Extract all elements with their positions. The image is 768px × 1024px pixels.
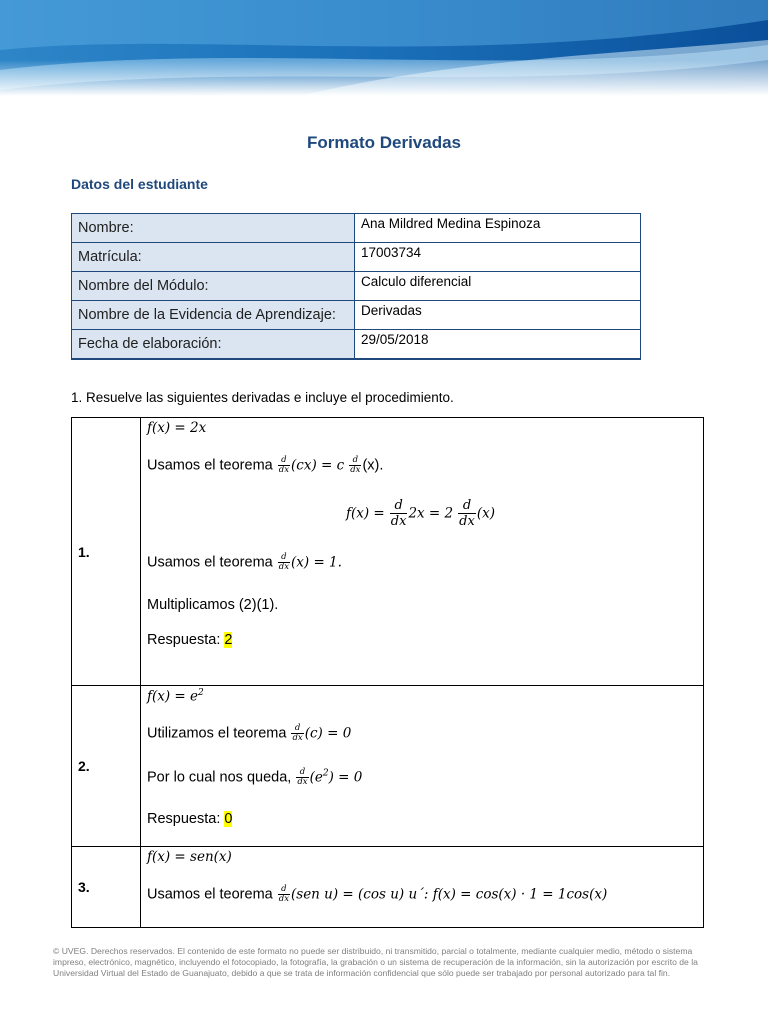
answer-label: Respuesta: (147, 632, 221, 648)
table-row (72, 330, 641, 359)
problem-function: f(x) = 2x (147, 420, 207, 436)
enrollment-label: Matrícula: (72, 243, 355, 272)
date-value: 29/05/2018 (355, 330, 641, 359)
result-line: Por lo cual nos queda, $\frac{d}{dx}$ $(e^2) = 0$ (147, 767, 363, 787)
problems-table (71, 417, 704, 928)
theorem-formula: (cx) = c (291, 457, 345, 474)
module-label: Nombre del Módulo: (72, 272, 355, 301)
problem-number: 3. (72, 847, 141, 928)
evidence-label: Nombre de la Evidencia de Aprendizaje: (72, 301, 355, 330)
problem-number: 1. (72, 418, 141, 686)
problem-content (141, 418, 704, 686)
enrollment-value: 17003734 (355, 243, 641, 272)
theorem-line: Utilizamos el teorema $\frac{d}{dx}$ (c) = 0 (147, 723, 352, 743)
instructions: 1. Resuelve las siguientes derivadas e incluye el procedimiento. (71, 390, 454, 405)
derivative-fraction: $\frac{d}{dx}$ (292, 723, 303, 743)
copyright-footer: © UVEG. Derechos reservados. El contenido de este formato no puede ser distribuido, ni transmitido, parcial o totalmente, mediante cualquier medio, método o sistema impreso, electrónico, magnético, incluyendo el fotocopiado, la fotografía, la grabación o un sistema de recuperación de la información, sin la autorización por escrito de la Universidad Virtual del Estado de Guanajuato, debido a que se trata de información confidencial que sólo puede ser trabajado por personal autorizado para tal fin. (53, 946, 698, 978)
answer-value: 0 (224, 811, 233, 827)
theorem-end: (x). (362, 457, 384, 474)
problem-content (141, 847, 704, 928)
table-row (72, 214, 641, 243)
table-row (72, 301, 641, 330)
document-title: Formato Derivadas (307, 133, 461, 152)
derivative-fraction: $\frac{d}{dx}$ (459, 498, 475, 529)
derivative-fraction: $\frac{d}{dx}$ (278, 552, 289, 572)
derivative-fraction: $\frac{d}{dx}$ (390, 498, 407, 529)
section-title: Datos del estudiante (71, 176, 208, 192)
table-row (72, 272, 641, 301)
answer-value: 2 (224, 632, 233, 648)
date-label: Fecha de elaboración: (72, 330, 355, 359)
table-row (72, 243, 641, 272)
display-equation: f(x) = $\frac{d}{dx}$ 2x = 2 $\frac{d}{dx}$ (x) (346, 498, 495, 529)
name-value: Ana Mildred Medina Espinoza (355, 214, 641, 243)
problem-function: f(x) = sen(x) (147, 849, 232, 865)
theorem-line: Usamos el teorema $\frac{d}{dx}$ (sen u) = (cos u) u´: f(x) = cos(x) · 1 = 1cos(x) (147, 884, 608, 904)
derivative-fraction: $\frac{d}{dx}$ (278, 884, 289, 904)
theorem-text: Usamos el teorema (147, 457, 273, 474)
problem-row-1 (72, 418, 704, 686)
derivative-fraction: $\frac{d}{dx}$ (278, 455, 289, 475)
problem-row-3 (72, 847, 704, 928)
evidence-value: Derivadas (355, 301, 641, 330)
problem-function: $f(x) = e^2$ (147, 688, 204, 705)
derivative-fraction: $\frac{d}{dx}$ (350, 455, 361, 475)
answer-label: Respuesta: (147, 811, 221, 827)
student-data-table (71, 213, 641, 360)
problem-content (141, 686, 704, 847)
name-label: Nombre: (72, 214, 355, 243)
header-banner (0, 0, 768, 96)
module-value: Calculo diferencial (355, 272, 641, 301)
theorem-line: Usamos el teorema $\frac{d}{dx}$ (x) = 1. (147, 552, 342, 572)
answer-line (147, 632, 232, 648)
answer-line (147, 811, 232, 827)
theorem-line (147, 456, 383, 475)
problem-number: 2. (72, 686, 141, 847)
problem-row-2 (72, 686, 704, 847)
multiply-step: Multiplicamos (2)(1). (147, 597, 279, 613)
derivative-fraction: $\frac{d}{dx}$ (297, 767, 308, 787)
